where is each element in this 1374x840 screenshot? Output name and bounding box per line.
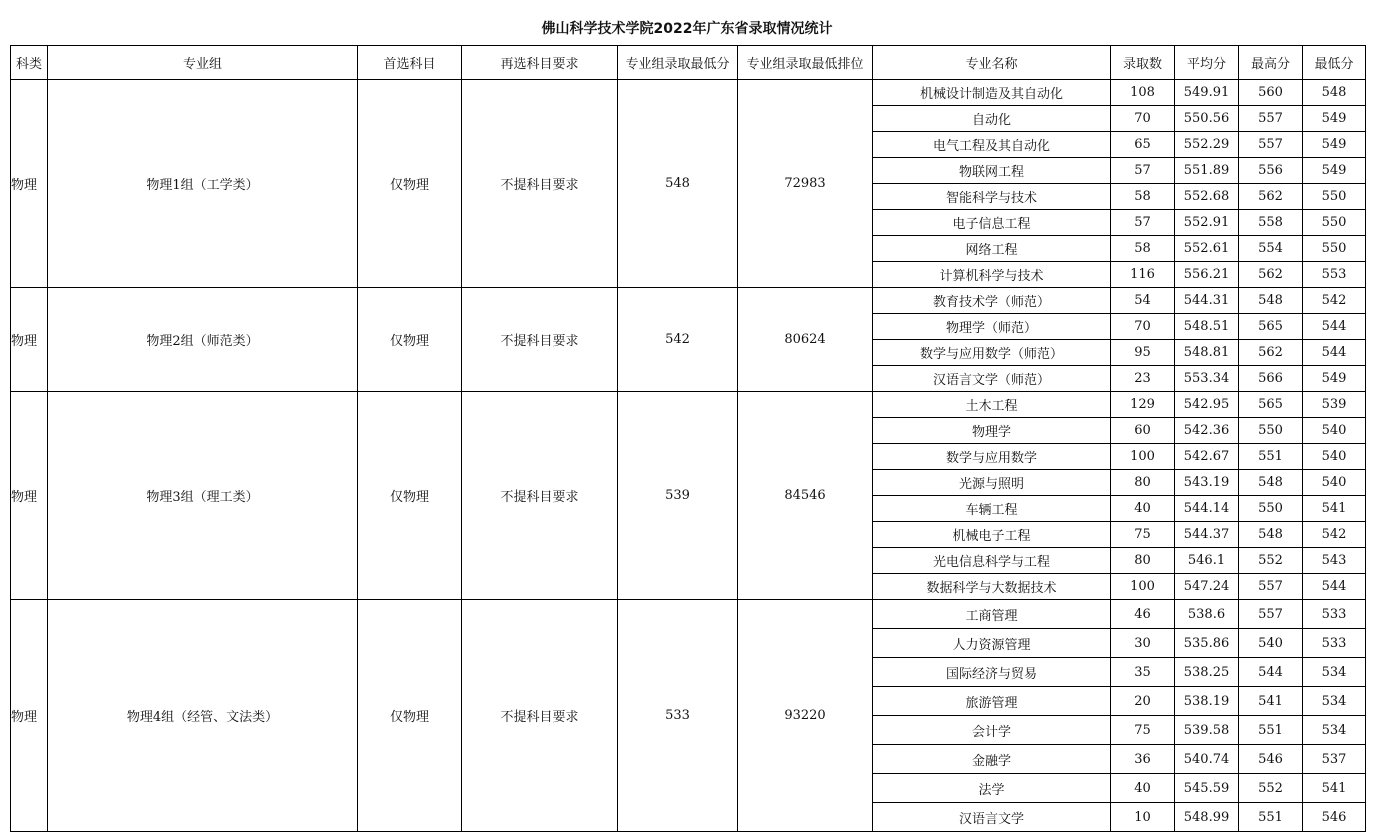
major-name-cell: 金融学 bbox=[873, 745, 1111, 774]
major-name-cell: 会计学 bbox=[873, 716, 1111, 745]
major-name-cell: 工商管理 bbox=[873, 600, 1111, 629]
major-name-cell: 教育技术学（师范） bbox=[873, 288, 1111, 314]
avg-score-cell: 546.1 bbox=[1175, 548, 1239, 574]
group-first-subject-cell: 仅物理 bbox=[358, 600, 462, 832]
major-name-cell: 计算机科学与技术 bbox=[873, 262, 1111, 288]
min-score-cell: 543 bbox=[1303, 548, 1366, 574]
max-score-cell: 550 bbox=[1239, 496, 1303, 522]
major-name-cell: 法学 bbox=[873, 774, 1111, 803]
max-score-cell: 557 bbox=[1239, 574, 1303, 600]
min-score-cell: 533 bbox=[1303, 629, 1366, 658]
avg-score-cell: 551.89 bbox=[1175, 158, 1239, 184]
avg-score-cell: 549.91 bbox=[1175, 80, 1239, 106]
min-score-cell: 534 bbox=[1303, 687, 1366, 716]
min-score-cell: 542 bbox=[1303, 288, 1366, 314]
max-score-cell: 562 bbox=[1239, 340, 1303, 366]
admitted-cell: 80 bbox=[1111, 470, 1175, 496]
admitted-cell: 35 bbox=[1111, 658, 1175, 687]
avg-score-cell: 548.51 bbox=[1175, 314, 1239, 340]
max-score-cell: 557 bbox=[1239, 132, 1303, 158]
min-score-cell: 534 bbox=[1303, 658, 1366, 687]
avg-score-cell: 543.19 bbox=[1175, 470, 1239, 496]
avg-score-cell: 553.34 bbox=[1175, 366, 1239, 392]
major-name-cell: 网络工程 bbox=[873, 236, 1111, 262]
group-first-subject-cell: 仅物理 bbox=[358, 288, 462, 392]
avg-score-cell: 544.37 bbox=[1175, 522, 1239, 548]
admitted-cell: 20 bbox=[1111, 687, 1175, 716]
admitted-cell: 57 bbox=[1111, 210, 1175, 236]
major-name-cell: 光源与照明 bbox=[873, 470, 1111, 496]
min-score-cell: 550 bbox=[1303, 210, 1366, 236]
avg-score-cell: 552.29 bbox=[1175, 132, 1239, 158]
major-name-cell: 人力资源管理 bbox=[873, 629, 1111, 658]
major-name-cell: 车辆工程 bbox=[873, 496, 1111, 522]
major-name-cell: 电气工程及其自动化 bbox=[873, 132, 1111, 158]
admitted-cell: 70 bbox=[1111, 314, 1175, 340]
avg-score-cell: 544.14 bbox=[1175, 496, 1239, 522]
min-score-cell: 540 bbox=[1303, 444, 1366, 470]
major-name-cell: 机械电子工程 bbox=[873, 522, 1111, 548]
major-name-cell: 物理学（师范） bbox=[873, 314, 1111, 340]
major-name-cell: 电子信息工程 bbox=[873, 210, 1111, 236]
min-score-cell: 541 bbox=[1303, 496, 1366, 522]
min-score-cell: 539 bbox=[1303, 392, 1366, 418]
avg-score-cell: 539.58 bbox=[1175, 716, 1239, 745]
table-row bbox=[11, 392, 1366, 418]
admitted-cell: 57 bbox=[1111, 158, 1175, 184]
admission-table bbox=[10, 45, 1366, 832]
group-min-rank-cell: 84546 bbox=[738, 392, 873, 600]
max-score-cell: 557 bbox=[1239, 600, 1303, 629]
avg-score-cell: 547.24 bbox=[1175, 574, 1239, 600]
table-row bbox=[11, 288, 1366, 314]
group-reselect-cell: 不提科目要求 bbox=[462, 288, 618, 392]
min-score-cell: 540 bbox=[1303, 418, 1366, 444]
header-group-min-score: 专业组录取最低分 bbox=[618, 46, 738, 80]
admitted-cell: 108 bbox=[1111, 80, 1175, 106]
header-group: 专业组 bbox=[48, 46, 358, 80]
group-first-subject-cell: 仅物理 bbox=[358, 80, 462, 288]
max-score-cell: 562 bbox=[1239, 262, 1303, 288]
admitted-cell: 23 bbox=[1111, 366, 1175, 392]
min-score-cell: 550 bbox=[1303, 184, 1366, 210]
min-score-cell: 544 bbox=[1303, 314, 1366, 340]
major-name-cell: 数据科学与大数据技术 bbox=[873, 574, 1111, 600]
max-score-cell: 551 bbox=[1239, 444, 1303, 470]
admitted-cell: 60 bbox=[1111, 418, 1175, 444]
min-score-cell: 549 bbox=[1303, 132, 1366, 158]
major-name-cell: 国际经济与贸易 bbox=[873, 658, 1111, 687]
avg-score-cell: 548.99 bbox=[1175, 803, 1239, 832]
admitted-cell: 70 bbox=[1111, 106, 1175, 132]
header-reselect: 再选科目要求 bbox=[462, 46, 618, 80]
header-group-min-rank: 专业组录取最低排位 bbox=[738, 46, 873, 80]
admitted-cell: 116 bbox=[1111, 262, 1175, 288]
avg-score-cell: 544.31 bbox=[1175, 288, 1239, 314]
max-score-cell: 544 bbox=[1239, 658, 1303, 687]
max-score-cell: 565 bbox=[1239, 392, 1303, 418]
group-category-cell: 物理 bbox=[11, 392, 48, 600]
header-avg: 平均分 bbox=[1175, 46, 1239, 80]
avg-score-cell: 542.95 bbox=[1175, 392, 1239, 418]
group-name-cell: 物理3组（理工类） bbox=[48, 392, 358, 600]
major-name-cell: 光电信息科学与工程 bbox=[873, 548, 1111, 574]
group-reselect-cell: 不提科目要求 bbox=[462, 600, 618, 832]
min-score-cell: 549 bbox=[1303, 158, 1366, 184]
avg-score-cell: 540.74 bbox=[1175, 745, 1239, 774]
admitted-cell: 100 bbox=[1111, 444, 1175, 470]
group-name-cell: 物理4组（经管、文法类） bbox=[48, 600, 358, 832]
max-score-cell: 551 bbox=[1239, 803, 1303, 832]
major-name-cell: 数学与应用数学 bbox=[873, 444, 1111, 470]
group-min-score-cell: 542 bbox=[618, 288, 738, 392]
max-score-cell: 566 bbox=[1239, 366, 1303, 392]
group-min-score-cell: 548 bbox=[618, 80, 738, 288]
group-min-score-cell: 539 bbox=[618, 392, 738, 600]
table-row bbox=[11, 600, 1366, 629]
max-score-cell: 560 bbox=[1239, 80, 1303, 106]
min-score-cell: 540 bbox=[1303, 470, 1366, 496]
admitted-cell: 75 bbox=[1111, 522, 1175, 548]
avg-score-cell: 550.56 bbox=[1175, 106, 1239, 132]
major-name-cell: 土木工程 bbox=[873, 392, 1111, 418]
min-score-cell: 544 bbox=[1303, 340, 1366, 366]
group-min-score-cell: 533 bbox=[618, 600, 738, 832]
group-min-rank-cell: 80624 bbox=[738, 288, 873, 392]
page-title: 佛山科学技术学院2022年广东省录取情况统计 bbox=[541, 21, 833, 37]
major-name-cell: 智能科学与技术 bbox=[873, 184, 1111, 210]
max-score-cell: 546 bbox=[1239, 745, 1303, 774]
admitted-cell: 129 bbox=[1111, 392, 1175, 418]
header-min: 最低分 bbox=[1303, 46, 1366, 80]
min-score-cell: 541 bbox=[1303, 774, 1366, 803]
max-score-cell: 540 bbox=[1239, 629, 1303, 658]
admitted-cell: 46 bbox=[1111, 600, 1175, 629]
avg-score-cell: 538.19 bbox=[1175, 687, 1239, 716]
max-score-cell: 550 bbox=[1239, 418, 1303, 444]
min-score-cell: 544 bbox=[1303, 574, 1366, 600]
major-name-cell: 汉语言文学（师范） bbox=[873, 366, 1111, 392]
min-score-cell: 546 bbox=[1303, 803, 1366, 832]
max-score-cell: 548 bbox=[1239, 522, 1303, 548]
admitted-cell: 10 bbox=[1111, 803, 1175, 832]
max-score-cell: 551 bbox=[1239, 716, 1303, 745]
max-score-cell: 552 bbox=[1239, 774, 1303, 803]
major-name-cell: 汉语言文学 bbox=[873, 803, 1111, 832]
group-category-cell: 物理 bbox=[11, 80, 48, 288]
max-score-cell: 562 bbox=[1239, 184, 1303, 210]
max-score-cell: 558 bbox=[1239, 210, 1303, 236]
min-score-cell: 549 bbox=[1303, 366, 1366, 392]
admitted-cell: 95 bbox=[1111, 340, 1175, 366]
group-category-cell: 物理 bbox=[11, 600, 48, 832]
avg-score-cell: 542.67 bbox=[1175, 444, 1239, 470]
major-name-cell: 数学与应用数学（师范） bbox=[873, 340, 1111, 366]
max-score-cell: 541 bbox=[1239, 687, 1303, 716]
avg-score-cell: 538.25 bbox=[1175, 658, 1239, 687]
avg-score-cell: 545.59 bbox=[1175, 774, 1239, 803]
avg-score-cell: 556.21 bbox=[1175, 262, 1239, 288]
table-body bbox=[11, 80, 1366, 832]
admitted-cell: 58 bbox=[1111, 236, 1175, 262]
min-score-cell: 548 bbox=[1303, 80, 1366, 106]
max-score-cell: 556 bbox=[1239, 158, 1303, 184]
avg-score-cell: 538.6 bbox=[1175, 600, 1239, 629]
admitted-cell: 80 bbox=[1111, 548, 1175, 574]
min-score-cell: 542 bbox=[1303, 522, 1366, 548]
avg-score-cell: 542.36 bbox=[1175, 418, 1239, 444]
major-name-cell: 旅游管理 bbox=[873, 687, 1111, 716]
header-max: 最高分 bbox=[1239, 46, 1303, 80]
max-score-cell: 552 bbox=[1239, 548, 1303, 574]
admitted-cell: 40 bbox=[1111, 496, 1175, 522]
admitted-cell: 40 bbox=[1111, 774, 1175, 803]
group-reselect-cell: 不提科目要求 bbox=[462, 80, 618, 288]
major-name-cell: 自动化 bbox=[873, 106, 1111, 132]
admitted-cell: 30 bbox=[1111, 629, 1175, 658]
avg-score-cell: 535.86 bbox=[1175, 629, 1239, 658]
header-admitted: 录取数 bbox=[1111, 46, 1175, 80]
header-row bbox=[11, 46, 1366, 80]
admitted-cell: 54 bbox=[1111, 288, 1175, 314]
min-score-cell: 553 bbox=[1303, 262, 1366, 288]
max-score-cell: 554 bbox=[1239, 236, 1303, 262]
min-score-cell: 533 bbox=[1303, 600, 1366, 629]
header-major: 专业名称 bbox=[873, 46, 1111, 80]
admitted-cell: 36 bbox=[1111, 745, 1175, 774]
avg-score-cell: 552.91 bbox=[1175, 210, 1239, 236]
major-name-cell: 物联网工程 bbox=[873, 158, 1111, 184]
min-score-cell: 537 bbox=[1303, 745, 1366, 774]
group-reselect-cell: 不提科目要求 bbox=[462, 392, 618, 600]
admitted-cell: 75 bbox=[1111, 716, 1175, 745]
major-name-cell: 机械设计制造及其自动化 bbox=[873, 80, 1111, 106]
group-category-cell: 物理 bbox=[11, 288, 48, 392]
group-name-cell: 物理2组（师范类） bbox=[48, 288, 358, 392]
group-first-subject-cell: 仅物理 bbox=[358, 392, 462, 600]
max-score-cell: 548 bbox=[1239, 288, 1303, 314]
header-first-subject: 首选科目 bbox=[358, 46, 462, 80]
avg-score-cell: 548.81 bbox=[1175, 340, 1239, 366]
min-score-cell: 534 bbox=[1303, 716, 1366, 745]
avg-score-cell: 552.68 bbox=[1175, 184, 1239, 210]
group-min-rank-cell: 72983 bbox=[738, 80, 873, 288]
header-category: 科类 bbox=[11, 46, 48, 80]
admitted-cell: 58 bbox=[1111, 184, 1175, 210]
admitted-cell: 65 bbox=[1111, 132, 1175, 158]
group-name-cell: 物理1组（工学类） bbox=[48, 80, 358, 288]
major-name-cell: 物理学 bbox=[873, 418, 1111, 444]
min-score-cell: 549 bbox=[1303, 106, 1366, 132]
table-row bbox=[11, 80, 1366, 106]
admitted-cell: 100 bbox=[1111, 574, 1175, 600]
group-min-rank-cell: 93220 bbox=[738, 600, 873, 832]
max-score-cell: 565 bbox=[1239, 314, 1303, 340]
avg-score-cell: 552.61 bbox=[1175, 236, 1239, 262]
max-score-cell: 557 bbox=[1239, 106, 1303, 132]
max-score-cell: 548 bbox=[1239, 470, 1303, 496]
min-score-cell: 550 bbox=[1303, 236, 1366, 262]
